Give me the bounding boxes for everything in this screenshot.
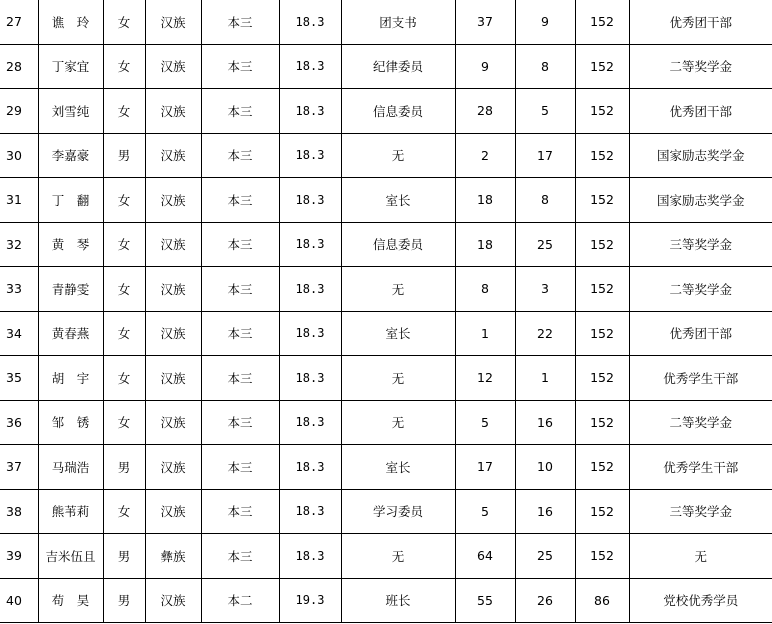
table-row <box>0 578 772 623</box>
cell-gender: 女 <box>103 489 145 534</box>
cell-gender: 男 <box>103 534 145 579</box>
cell-gender: 女 <box>103 222 145 267</box>
cell-award: 二等奖学金 <box>629 44 772 89</box>
cell-ethnicity: 汉族 <box>145 489 201 534</box>
cell-rank-b: 17 <box>515 133 575 178</box>
table-row <box>0 133 772 178</box>
cell-student-name: 邹 锈 <box>38 400 103 445</box>
cell-position: 室长 <box>341 311 455 356</box>
cell-rank-a: 5 <box>455 400 515 445</box>
cell-class: 18.3 <box>279 534 341 579</box>
cell-level: 本三 <box>201 178 279 223</box>
cell-number: 35 <box>0 356 38 401</box>
table-row <box>0 400 772 445</box>
cell-gender: 女 <box>103 89 145 134</box>
table-row <box>0 89 772 134</box>
cell-award: 三等奖学金 <box>629 222 772 267</box>
cell-position: 无 <box>341 400 455 445</box>
cell-award: 二等奖学金 <box>629 267 772 312</box>
cell-total: 152 <box>575 0 629 44</box>
cell-ethnicity: 汉族 <box>145 356 201 401</box>
cell-ethnicity: 汉族 <box>145 0 201 44</box>
cell-award: 国家励志奖学金 <box>629 133 772 178</box>
cell-level: 本三 <box>201 400 279 445</box>
cell-gender: 女 <box>103 356 145 401</box>
table-row <box>0 44 772 89</box>
cell-position: 信息委员 <box>341 222 455 267</box>
cell-level: 本三 <box>201 222 279 267</box>
cell-student-name: 青静雯 <box>38 267 103 312</box>
cell-student-name: 李嘉豪 <box>38 133 103 178</box>
cell-rank-b: 25 <box>515 222 575 267</box>
cell-class: 18.3 <box>279 356 341 401</box>
cell-number: 28 <box>0 44 38 89</box>
cell-total: 152 <box>575 534 629 579</box>
cell-class: 18.3 <box>279 133 341 178</box>
cell-class: 18.3 <box>279 445 341 490</box>
cell-rank-b: 10 <box>515 445 575 490</box>
table-row <box>0 267 772 312</box>
cell-student-name: 刘雪纯 <box>38 89 103 134</box>
cell-rank-b: 5 <box>515 89 575 134</box>
cell-total: 152 <box>575 222 629 267</box>
cell-total: 152 <box>575 133 629 178</box>
cell-rank-a: 18 <box>455 222 515 267</box>
cell-rank-a: 28 <box>455 89 515 134</box>
cell-award: 优秀团干部 <box>629 311 772 356</box>
cell-ethnicity: 汉族 <box>145 311 201 356</box>
cell-number: 34 <box>0 311 38 356</box>
table-row <box>0 311 772 356</box>
cell-student-name: 丁 翻 <box>38 178 103 223</box>
cell-level: 本三 <box>201 267 279 312</box>
cell-number: 39 <box>0 534 38 579</box>
cell-student-name: 苟 昊 <box>38 578 103 623</box>
cell-gender: 女 <box>103 267 145 312</box>
cell-rank-a: 12 <box>455 356 515 401</box>
cell-level: 本三 <box>201 311 279 356</box>
cell-gender: 女 <box>103 400 145 445</box>
cell-award: 无 <box>629 534 772 579</box>
cell-position: 班长 <box>341 578 455 623</box>
cell-ethnicity: 汉族 <box>145 267 201 312</box>
cell-gender: 男 <box>103 133 145 178</box>
cell-class: 18.3 <box>279 311 341 356</box>
cell-total: 152 <box>575 489 629 534</box>
cell-number: 30 <box>0 133 38 178</box>
cell-number: 37 <box>0 445 38 490</box>
cell-class: 18.3 <box>279 89 341 134</box>
cell-student-name: 吉米伍且 <box>38 534 103 579</box>
cell-total: 152 <box>575 311 629 356</box>
cell-student-name: 丁家宜 <box>38 44 103 89</box>
cell-total: 152 <box>575 356 629 401</box>
cell-rank-a: 9 <box>455 44 515 89</box>
cell-position: 无 <box>341 267 455 312</box>
cell-rank-b: 22 <box>515 311 575 356</box>
cell-rank-b: 16 <box>515 400 575 445</box>
cell-position: 学习委员 <box>341 489 455 534</box>
cell-award: 二等奖学金 <box>629 400 772 445</box>
cell-rank-b: 25 <box>515 534 575 579</box>
cell-student-name: 熊苇莉 <box>38 489 103 534</box>
cell-rank-b: 16 <box>515 489 575 534</box>
cell-student-name: 黄春燕 <box>38 311 103 356</box>
cell-position: 无 <box>341 534 455 579</box>
cell-position: 无 <box>341 133 455 178</box>
cell-number: 33 <box>0 267 38 312</box>
cell-level: 本三 <box>201 489 279 534</box>
table-row <box>0 489 772 534</box>
cell-total: 152 <box>575 89 629 134</box>
cell-award: 优秀学生干部 <box>629 356 772 401</box>
cell-class: 18.3 <box>279 489 341 534</box>
cell-number: 36 <box>0 400 38 445</box>
cell-award: 优秀学生干部 <box>629 445 772 490</box>
cell-gender: 女 <box>103 44 145 89</box>
cell-ethnicity: 汉族 <box>145 44 201 89</box>
cell-class: 18.3 <box>279 178 341 223</box>
cell-number: 27 <box>0 0 38 44</box>
cell-ethnicity: 汉族 <box>145 445 201 490</box>
cell-rank-a: 17 <box>455 445 515 490</box>
cell-number: 31 <box>0 178 38 223</box>
cell-rank-b: 26 <box>515 578 575 623</box>
cell-class: 18.3 <box>279 400 341 445</box>
cell-gender: 女 <box>103 311 145 356</box>
table-row <box>0 356 772 401</box>
cell-rank-b: 3 <box>515 267 575 312</box>
cell-rank-a: 64 <box>455 534 515 579</box>
cell-ethnicity: 汉族 <box>145 400 201 445</box>
cell-ethnicity: 汉族 <box>145 222 201 267</box>
cell-total: 152 <box>575 400 629 445</box>
cell-award: 优秀团干部 <box>629 0 772 44</box>
cell-number: 40 <box>0 578 38 623</box>
cell-ethnicity: 汉族 <box>145 178 201 223</box>
cell-class: 18.3 <box>279 222 341 267</box>
cell-student-name: 谯 玲 <box>38 0 103 44</box>
table-row <box>0 222 772 267</box>
cell-gender: 男 <box>103 578 145 623</box>
cell-position: 纪律委员 <box>341 44 455 89</box>
cell-number: 38 <box>0 489 38 534</box>
table-row <box>0 445 772 490</box>
cell-number: 29 <box>0 89 38 134</box>
table-row <box>0 534 772 579</box>
cell-gender: 男 <box>103 445 145 490</box>
cell-gender: 女 <box>103 0 145 44</box>
cell-rank-a: 5 <box>455 489 515 534</box>
cell-student-name: 胡 宇 <box>38 356 103 401</box>
cell-level: 本三 <box>201 133 279 178</box>
cell-level: 本二 <box>201 578 279 623</box>
table-row <box>0 0 772 44</box>
cell-rank-b: 9 <box>515 0 575 44</box>
cell-student-name: 马瑞浩 <box>38 445 103 490</box>
table-row <box>0 178 772 223</box>
cell-rank-a: 37 <box>455 0 515 44</box>
cell-student-name: 黄 琴 <box>38 222 103 267</box>
cell-ethnicity: 汉族 <box>145 578 201 623</box>
cell-gender: 女 <box>103 178 145 223</box>
cell-total: 152 <box>575 445 629 490</box>
cell-rank-a: 8 <box>455 267 515 312</box>
cell-rank-a: 18 <box>455 178 515 223</box>
cell-total: 152 <box>575 44 629 89</box>
cell-ethnicity: 汉族 <box>145 133 201 178</box>
cell-level: 本三 <box>201 0 279 44</box>
cell-total: 152 <box>575 178 629 223</box>
cell-number: 32 <box>0 222 38 267</box>
cell-total: 86 <box>575 578 629 623</box>
cell-class: 18.3 <box>279 44 341 89</box>
cell-rank-a: 2 <box>455 133 515 178</box>
cell-rank-a: 55 <box>455 578 515 623</box>
cell-total: 152 <box>575 267 629 312</box>
cell-level: 本三 <box>201 534 279 579</box>
cell-level: 本三 <box>201 89 279 134</box>
cell-award: 优秀团干部 <box>629 89 772 134</box>
cell-class: 18.3 <box>279 267 341 312</box>
cell-rank-b: 8 <box>515 178 575 223</box>
cell-level: 本三 <box>201 445 279 490</box>
cell-rank-b: 8 <box>515 44 575 89</box>
cell-award: 党校优秀学员 <box>629 578 772 623</box>
cell-level: 本三 <box>201 356 279 401</box>
cell-rank-a: 1 <box>455 311 515 356</box>
cell-position: 室长 <box>341 445 455 490</box>
cell-position: 信息委员 <box>341 89 455 134</box>
cell-position: 无 <box>341 356 455 401</box>
cell-rank-b: 1 <box>515 356 575 401</box>
cell-class: 19.3 <box>279 578 341 623</box>
cell-position: 室长 <box>341 178 455 223</box>
cell-ethnicity: 汉族 <box>145 89 201 134</box>
cell-ethnicity: 彝族 <box>145 534 201 579</box>
cell-level: 本三 <box>201 44 279 89</box>
cell-award: 三等奖学金 <box>629 489 772 534</box>
cell-class: 18.3 <box>279 0 341 44</box>
cell-award: 国家励志奖学金 <box>629 178 772 223</box>
cell-position: 团支书 <box>341 0 455 44</box>
